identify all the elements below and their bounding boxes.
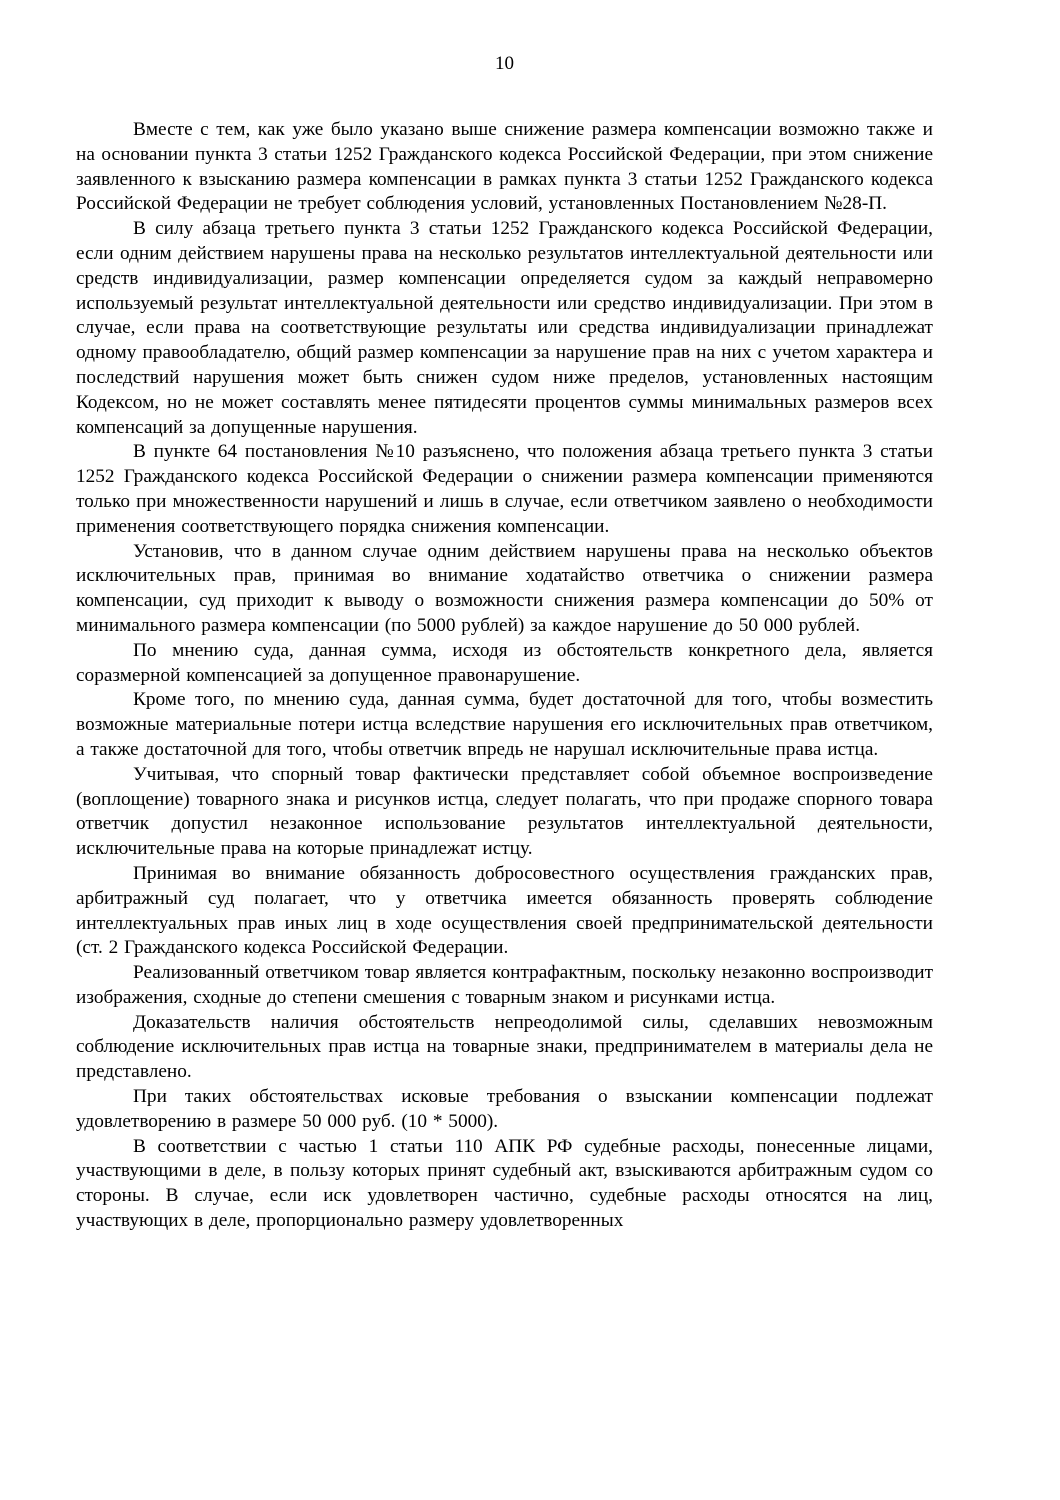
paragraph: Вместе с тем, как уже было указано выше снижение размера компенсации возможно также и на основании пункта 3 статьи 1252 Гражданского кодекса Российской Федерации, при этом снижение заявленного к взысканию размера компенсации в рамках пункта 3 статьи 1252 Гражданского кодекса Российской Федерации не требует соблюдения условий, установленных Постановлением №28-П. (76, 119, 933, 215)
paragraph: В пункте 64 постановления №10 разъяснено, что положения абзаца третьего пункта 3 статьи 1252 Гражданского кодекса Российской Федерации о снижении размера компенсации применяются только при множественности нарушений и лишь в случае, если ответчиком заявлено о необходимости применения соответствующего порядка снижения компенсации. (76, 441, 933, 537)
paragraph: По мнению суда, данная сумма, исходя из обстоятельств конкретного дела, является соразмерной компенсацией за допущенное правонарушение. (76, 639, 933, 686)
paragraph: Учитывая, что спорный товар фактически представляет собой объемное воспроизведение (воплощение) товарного знака и рисунков истца, следует полагать, что при продаже спорного товара ответчик допустил незаконное использование результатов интеллектуальной деятельности, исключительные права на которые принадлежат истцу. (76, 763, 933, 860)
paragraph: Реализованный ответчиком товар является контрафактным, поскольку незаконно воспроизводит изображения, сходные до степени смешения с товарным знаком и рисунками истца. (76, 962, 933, 1008)
paragraph: В силу абзаца третьего пункта 3 статьи 1252 Гражданского кодекса Российской Федерации, если одним действием нарушены права на несколько результатов интеллектуальной деятельности или средств индивидуализации, размер компенсации определяется судом за каждый неправомерно используемый результат интеллектуальной деятельности или средство индивидуализации. При этом в случае, если права на соответствующие результаты или средства индивидуализации принадлежат одному правообладателю, общий размер компенсации за нарушение прав на них с учетом характера и последствий нарушения может быть снижен судом ниже пределов, установленных настоящим Кодексом, но не может составлять менее пятидесяти процентов суммы минимальных размеров всех компенсаций за допущенные нарушения. (76, 218, 933, 438)
document-body (76, 118, 933, 1234)
paragraph: Принимая во внимание обязанность добросовестного осуществления гражданских прав, арбитражный суд полагает, что у ответчика имеется обязанность проверять соблюдение интеллектуальных прав иных лиц в ходе осуществления своей предпринимательской деятельности (ст. 2 Гражданского кодекса Российской Федерации. (76, 862, 933, 959)
paragraph: В соответствии с частью 1 статьи 110 АПК РФ судебные расходы, понесенные лицами, участвующими в деле, в пользу которых принят судебный акт, взыскиваются арбитражным судом со стороны. В случае, если иск удовлетворен частично, судебные расходы относятся на лиц, участвующих в деле, пропорционально размеру удовлетворенных (76, 1135, 933, 1232)
paragraph: При таких обстоятельствах исковые требования о взыскании компенсации подлежат удовлетворению в размере 50 000 руб. (10 * 5000). (76, 1086, 933, 1132)
paragraph: Установив, что в данном случае одним действием нарушены права на несколько объектов исключительных прав, принимая во внимание ходатайство ответчика о снижении размера компенсации, суд приходит к выводу о возможности снижения размера компенсации до 50% от минимального размера компенсации (по 5000 рублей) за каждое нарушение до 50 000 рублей. (76, 540, 933, 636)
paragraph: Кроме того, по мнению суда, данная сумма, будет достаточной для того, чтобы возместить возможные материальные потери истца вследствие нарушения его исключительных прав ответчиком, а также достаточной для того, чтобы ответчик впредь не нарушал исключительные права истца. (76, 689, 933, 760)
page-number: 10 (495, 53, 514, 74)
paragraph: Доказательств наличия обстоятельств непреодолимой силы, сделавших невозможным соблюдение исключительных прав истца на товарные знаки, предпринимателем в материалы дела не представлено. (76, 1011, 933, 1083)
